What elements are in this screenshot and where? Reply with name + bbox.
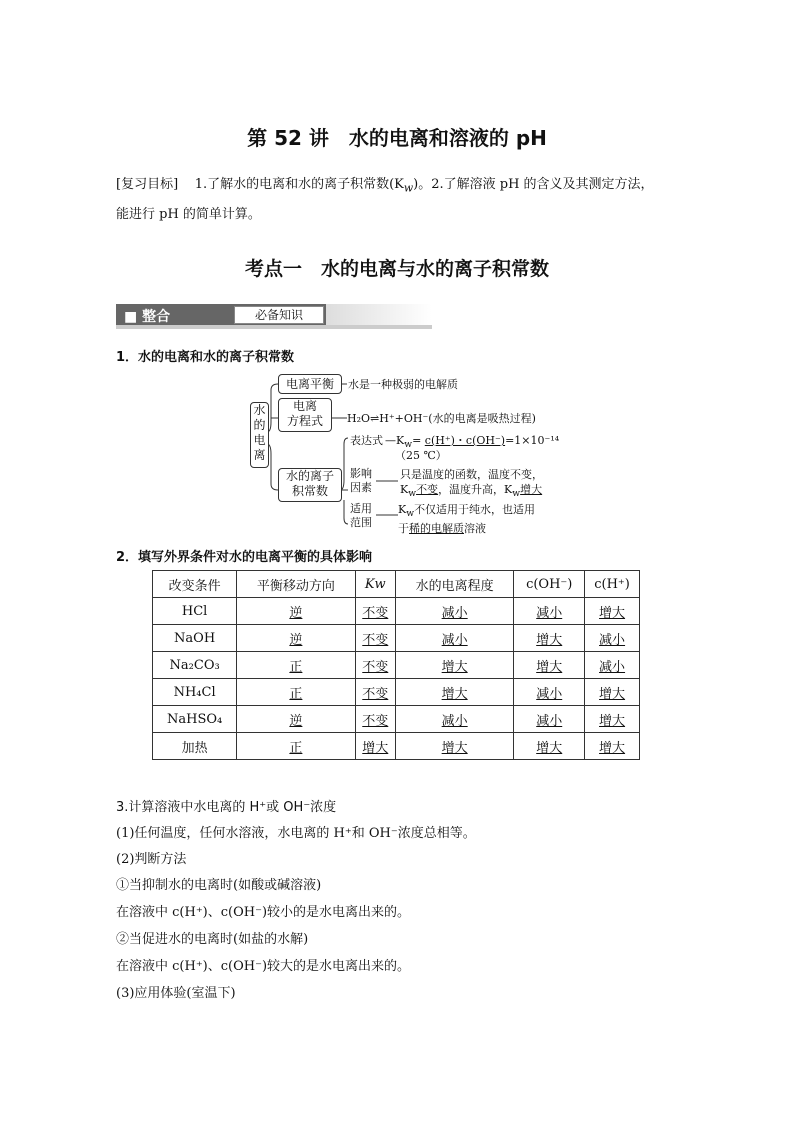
goals-text-1b: )。2.了解溶液 pH 的含义及其测定方法， (413, 177, 654, 192)
ionization-equation: H₂O⇌H⁺+OH⁻ (347, 412, 429, 425)
body-line: 在溶液中 c(H⁺)、c(OH⁻)较大的是水电离出来的。 (116, 959, 411, 974)
goals-text-2: 能进行 pH 的简单计算。 (116, 206, 261, 222)
section-3-heading: 3.计算溶液中水电离的 H⁺或 OH⁻浓度 (116, 800, 337, 815)
section-banner (116, 304, 432, 328)
table-header: c(OH⁻) (514, 571, 585, 598)
expression-temperature: （25 ℃） (395, 449, 447, 462)
node-2-description (347, 410, 536, 426)
body-line: (2)判断方法 (116, 852, 187, 867)
factors-text: 只是温度的函数，温度不变， $K_w$不变，温度升高，$K_w$增大 (400, 468, 543, 500)
factors-label: 影响 因素 (350, 467, 372, 494)
body-line: ①当抑制水的电离时(如酸或碱溶液) (116, 878, 322, 893)
scope-text: $K_w$不仅适用于纯水，也适用 于稀的电解质溶液 (398, 503, 536, 536)
table-header: Kw (355, 571, 395, 598)
body-line: ②当促进水的电离时(如盐的水解) (116, 932, 309, 947)
table-row: NaOH 逆 不变 减小 增大 减小 (153, 625, 640, 652)
table-header: 水的电离程度 (396, 571, 514, 598)
table-header: c(H⁺) (585, 571, 640, 598)
effects-table (152, 570, 640, 760)
node-ionization-equilibrium: 电离平衡 (278, 374, 342, 394)
body-line: 在溶液中 c(H⁺)、c(OH⁻)较小的是水电离出来的。 (116, 905, 411, 920)
review-goals (116, 172, 686, 228)
table-header: 平衡移动方向 (237, 571, 355, 598)
kw-subscript: w (403, 181, 414, 195)
body-line: (1)任何温度，任何水溶液，水电离的 H⁺和 OH⁻浓度总相等。 (116, 826, 476, 841)
table-row: NaHSO₄ 逆 不变 减小 减小 增大 (153, 706, 640, 733)
goals-label: [复习目标] (116, 177, 179, 192)
table-header: 改变条件 (153, 571, 237, 598)
node-1-description: 水是一种极弱的电解质 (348, 378, 458, 391)
ionization-note: (水的电离是吸热过程) (428, 412, 536, 425)
scope-label: 适用 范围 (350, 502, 372, 529)
table-header-row (153, 571, 640, 598)
body-line: (3)应用体验(室温下) (116, 986, 236, 1001)
banner-right-label: 必备知识 (234, 306, 324, 324)
banner-left-label: ■ 整合 (124, 309, 171, 325)
section-2-heading: 2．填写外界条件对水的电离平衡的具体影响 (116, 550, 373, 565)
concept-diagram (240, 372, 560, 540)
table-row: 加热 正 增大 增大 增大 增大 (153, 733, 640, 760)
node-ion-product-constant: 水的离子 积常数 (278, 468, 342, 502)
node-ionization-equation: 电离 方程式 (278, 398, 332, 432)
page-title: 第 52 讲 水的电离和溶液的 pH (247, 126, 547, 150)
goals-text-1: 1.了解水的电离和水的离子积常数(K (194, 177, 404, 192)
table-row: HCl 逆 不变 减小 减小 增大 (153, 598, 640, 625)
diagram-root-box: 水 的 电 离 (250, 402, 269, 468)
section-1-heading: 1．水的电离和水的离子积常数 (116, 350, 295, 365)
section-title: 考点一 水的电离与水的离子积常数 (244, 258, 549, 280)
expression-label: 表达式 (350, 434, 383, 447)
table-row: Na₂CO₃ 正 不变 增大 增大 减小 (153, 652, 640, 679)
table-row: NH₄Cl 正 不变 增大 减小 增大 (153, 679, 640, 706)
expression-formula: $—K_w= c(H^+)$・c(OH⁻)=1×10⁻¹⁴ (385, 434, 560, 451)
